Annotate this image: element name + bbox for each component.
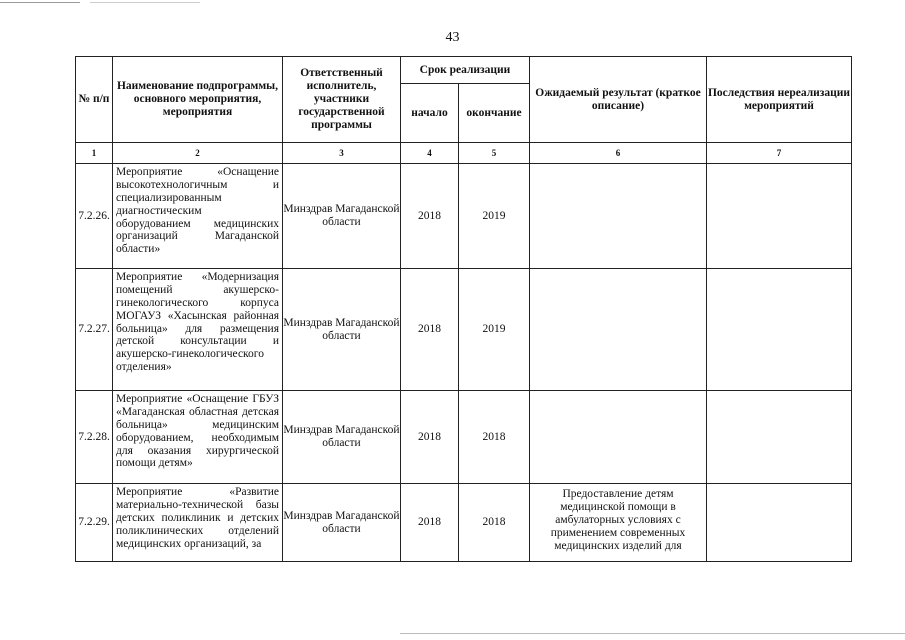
- scan-artifact-line: [400, 633, 905, 634]
- header-row: [76, 57, 852, 84]
- scan-artifact-line: [90, 2, 200, 3]
- row-result: Предоставление детям медицинской помощи в амбулаторных условиях с применением современных медицинских изделий для: [530, 484, 707, 562]
- column-numbers-row: [76, 143, 852, 164]
- row-result: [530, 391, 707, 484]
- row-end: 2019: [459, 269, 530, 391]
- row-code: 7.2.26.: [76, 164, 113, 269]
- row-start: 2018: [401, 484, 459, 562]
- header-consequences: Последствия нереализации мероприятий: [707, 57, 852, 143]
- row-consequences: [707, 164, 852, 269]
- row-result: [530, 269, 707, 391]
- row-consequences: [707, 391, 852, 484]
- header-start: начало: [401, 84, 459, 143]
- table-row: [76, 391, 852, 484]
- row-start: 2018: [401, 269, 459, 391]
- row-name: Мероприятие «Модернизация помещений акушерско-гинекологического корпуса МОГАУЗ «Хасынская районная больница» для размещения детской консультации и акушерско-гинекологического отделения»: [113, 269, 283, 391]
- row-responsible: Минздрав Магаданской области: [283, 164, 401, 269]
- row-start: 2018: [401, 391, 459, 484]
- table-row: [76, 269, 852, 391]
- column-number: 5: [459, 143, 530, 164]
- header-num: № п/п: [76, 57, 113, 143]
- column-number: 6: [530, 143, 707, 164]
- table-row: [76, 164, 852, 269]
- column-number: 7: [707, 143, 852, 164]
- row-code: 7.2.27.: [76, 269, 113, 391]
- column-number: 4: [401, 143, 459, 164]
- table-row: [76, 484, 852, 562]
- scan-artifact-line: [0, 2, 80, 3]
- row-responsible: Минздрав Магаданской области: [283, 484, 401, 562]
- header-period: Срок реализации: [401, 57, 530, 84]
- header-result: Ожидаемый результат (краткое описание): [530, 57, 707, 143]
- column-number: 2: [113, 143, 283, 164]
- row-result: [530, 164, 707, 269]
- program-table: [75, 56, 852, 562]
- row-consequences: [707, 484, 852, 562]
- row-start: 2018: [401, 164, 459, 269]
- column-number: 1: [76, 143, 113, 164]
- row-consequences: [707, 269, 852, 391]
- header-end: окончание: [459, 84, 530, 143]
- page-number: 43: [445, 30, 460, 45]
- row-code: 7.2.28.: [76, 391, 113, 484]
- column-number: 3: [283, 143, 401, 164]
- header-responsible: Ответственный исполнитель, участники государственной программы: [283, 57, 401, 143]
- row-name: Мероприятие «Развитие материально-технической базы детских поликлиник и детских поликлинических отделений медицинских организаций, за: [113, 484, 283, 562]
- row-end: 2018: [459, 391, 530, 484]
- row-responsible: Минздрав Магаданской области: [283, 391, 401, 484]
- row-end: 2018: [459, 484, 530, 562]
- row-end: 2019: [459, 164, 530, 269]
- row-name: Мероприятие «Оснащение ГБУЗ «Магаданская областная детская больница» медицинским оборудованием, необходимым для оказания хирургической помощи детям»: [113, 391, 283, 484]
- row-name: Мероприятие «Оснащение высокотехнологичным и специализированным диагностическим оборудованием медицинских организаций Магаданской области»: [113, 164, 283, 269]
- row-code: 7.2.29.: [76, 484, 113, 562]
- header-name: Наименование подпрограммы, основного мероприятия, мероприятия: [113, 57, 283, 143]
- row-responsible: Минздрав Магаданской области: [283, 269, 401, 391]
